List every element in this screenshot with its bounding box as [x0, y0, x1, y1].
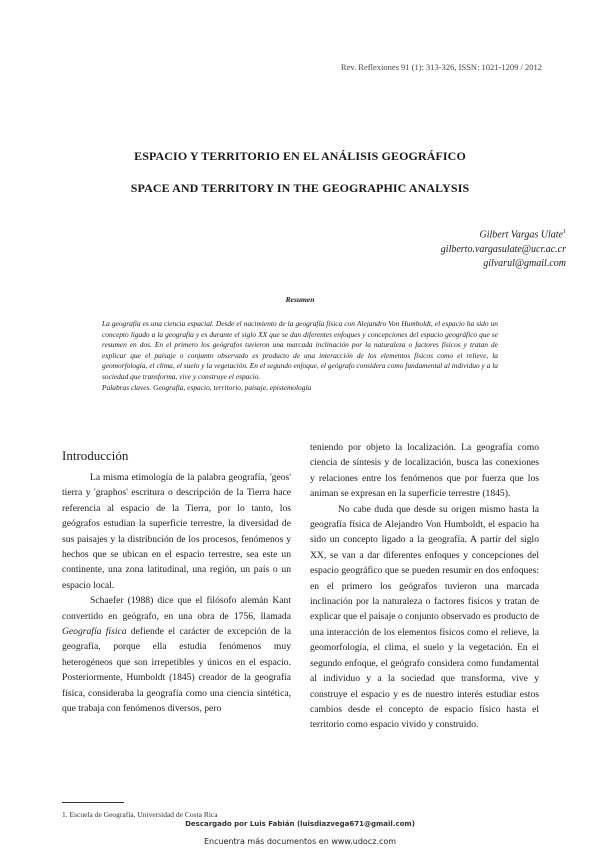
author-name-line [306, 225, 566, 243]
intro-paragraph-3: No cabe duda que desde su origen mismo hasta la geografía física de Alejandro Von Humboldt, el espacio ha sido un concepto ligado a la geografía. A partir del siglo XX, se van a dar diferentes enfoques y concepciones del espacio geográfico que se pueden resumir en dos enfoques: en el primero los geógrafos tuvieron una marcada inclinación por la naturaleza o factores físicos y tratan de explicar que el paisaje o conjunto observado es producto de una interacción de los elementos físicos como el relieve, la geomorfología, el clima, el suelo y la vegetación. En el segundo enfoque, el geógrafo considera como fundamental al individuo y a la sociedad que transforma, vive y construye el espacio y es de nuestro interés estudiar estos cambios desde el concepto de espacio físico hasta el territorio como espacio vivido y construido. [310, 503, 539, 731]
title-english: SPACE AND TERRITORY IN THE GEOGRAPHIC ANALYSIS [130, 181, 470, 195]
right-column [310, 440, 539, 733]
author-email-secondary[interactable]: gilvarul@gmail.com [483, 258, 566, 270]
title-spanish: ESPACIO Y TERRITORIO EN EL ANÁLISIS GEOGRÁFICO [134, 149, 466, 163]
journal-reference: Rev. Reflexiones 91 (1): 313-326, ISSN: 1021-1209 / 2012 [340, 62, 542, 72]
intro-paragraph-2-start: Schaefer (1988) dice que el filósofo alemán Kant convertido en geógrafo, en una obra de 1756, llamada [62, 595, 291, 622]
abstract-keywords: Palabras claves. Geografía, espacio, territorio, paisaje, epistemología [102, 382, 312, 392]
abstract-text: La geografía es una ciencia espacial. Desde el nacimiento de la geografía física con Alejandro Von Humboldt, el espacio ha sido un concepto ligado a la geografía y es durante el siglo XX que se dan diferentes enfoques y concepciones del espacio geográfico que se resumen en dos. En el primero los geógrafos tuvieron una marcada inclinación por la naturaleza o factores físicos y tratan de explicar que el paisaje o conjunto observado es producto de una interacción de los elementos físicos como el relieve, la geomorfología, el clima, el suelo y la vegetación. En el segundo enfoque, el geógrafo considera como fundamental al individuo y a la sociedad que transforma, vive y construye el espacio. [102, 319, 498, 381]
author-block [306, 225, 566, 272]
abstract-body [102, 319, 498, 393]
intro-paragraph-2 [62, 593, 291, 716]
left-column [62, 470, 291, 717]
author-name: Gilbert Vargas Ulate [479, 229, 563, 241]
footnote-1: 1. Escuela de Geografía, Universidad de Costa Rica [62, 810, 218, 819]
intro-paragraph-1: La misma etimología de la palabra geografía, 'geos' tierra y 'graphos' escritura o descripción de la Tierra hace referencia al espacio de la Tierra, por lo tanto, los geógrafos estudian la superficie terrestre, la diversidad de sus paisajes y la distribución de los procesos, fenómenos y hechos que se ubican en el espacio terrestre, sea este un continente, una zona latitudinal, una región, un país o un espacio local. [62, 472, 291, 591]
download-promo-link[interactable]: Encuentra más documentos en www.udocz.com [203, 837, 397, 846]
intro-book-title: Geografía física [62, 626, 127, 638]
intro-paragraph-2-end: defiende el carácter de excepción de la geografía, porque ella estudia fenómenos muy heterogéneos que son irrepetibles y únicos en el espacio. Posteriormente, Humboldt (1845) creador de la geografía física, consideraba la geografía como una ciencia sintética, que trabaja con fenómenos diversos, pero [62, 626, 291, 715]
author-email-primary[interactable]: gilberto.vargasulate@ucr.ac.cr [440, 243, 566, 255]
author-footnote-mark: 1 [563, 229, 566, 235]
download-notice: Descargado por Luis Fabián (luisdiazvega671@gmail.com) [185, 820, 415, 828]
section-heading-introduction: Introducción [62, 448, 129, 463]
footnote-divider [62, 802, 124, 803]
intro-paragraph-2-continued: teniendo por objeto la localización. La geografía como ciencia de síntesis y de localización, busca las conexiones y relaciones entre los fenómenos que por fuerza que los animan se expresan en la superficie terrestre (1845). [310, 442, 539, 500]
abstract-heading: Resumen [285, 295, 315, 304]
